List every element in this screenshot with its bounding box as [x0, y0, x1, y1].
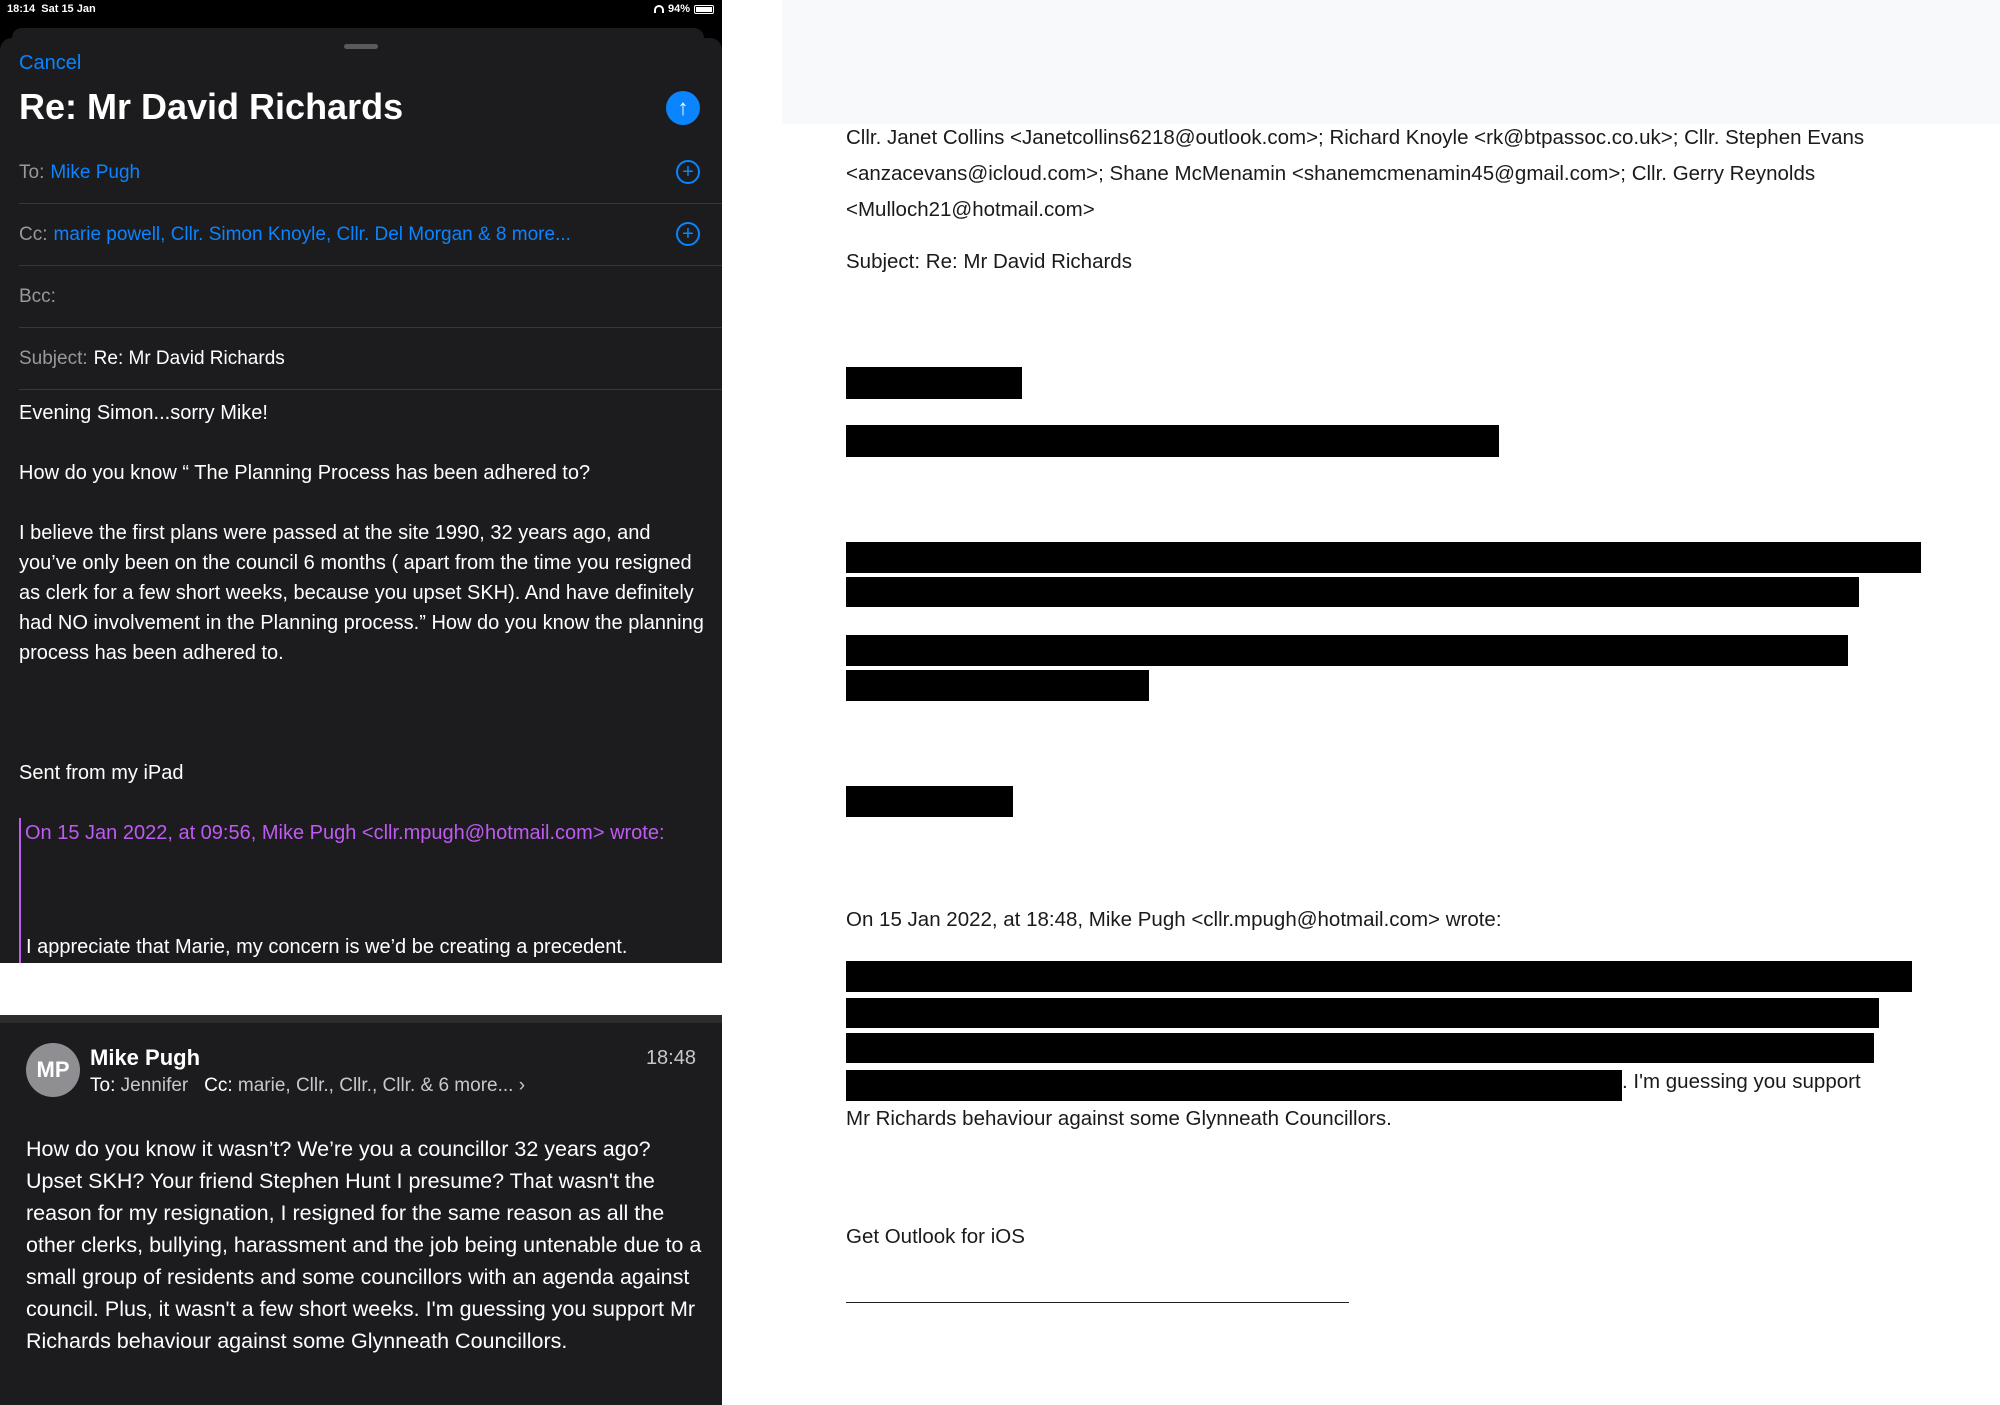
subject-label: Subject:: [19, 347, 88, 369]
quote-header: On 15 Jan 2022, at 09:56, Mike Pugh <cllr.mpugh@hotmail.com> wrote:: [25, 822, 665, 844]
quoted-message: [19, 818, 699, 963]
to-label: To:: [19, 161, 45, 183]
redacted-email-document: [782, 0, 2000, 1405]
battery-percent: 94%: [667, 3, 690, 15]
message-time: 18:48: [645, 1047, 696, 1069]
wifi-icon: [654, 5, 664, 13]
body-paragraph: I believe the first plans were passed at the site 1990, 32 years ago, and you’ve only been on the council 6 months ( apart from the time you resigned as clerk for a few short weeks, because you upset SKH). And have definitely had NO involvement in the Planning process.” How do you know the planning process has been adhered to.: [19, 522, 704, 664]
subject-field[interactable]: [19, 328, 722, 390]
status-time: [7, 3, 96, 15]
to-field[interactable]: [19, 142, 722, 204]
sender-name: Mike Pugh: [90, 1045, 201, 1070]
reply-body: How do you know it wasn’t? We’re you a councillor 32 years ago? Upset SKH? Your friend Stephen Hunt I presume? That wasn't the reason for my resignation, I resigned for the same reason as all the other clerks, bullying, harassment and the job being untenable due to a small group of residents and some councillors with an agenda against council. Plus, it wasn't a few short weeks. I'm guessing you support Mr Richards behaviour against some Glynneath Councillors.: [26, 1137, 702, 1353]
reply-cc-label: Cc:: [204, 1075, 233, 1096]
chevron-right-icon: ›: [518, 1075, 526, 1096]
redaction-block: [846, 425, 1499, 457]
compose-screen: [0, 0, 722, 963]
add-recipient-icon[interactable]: +: [676, 160, 700, 184]
document-recipients: Cllr. Janet Collins <Janetcollins6218@outlook.com>; Richard Knoyle <rk@btpassoc.co.uk>; Cllr. Stephen Evans <anzacevans@icloud.com>; Shane McMenamin <shanemcmenamin45@gmail.com>; Cllr. Gerry Reynolds <Mulloch21@hotmail.com>: [846, 126, 1865, 221]
battery-icon: [694, 5, 714, 14]
body-question: How do you know “ The Planning Process has been adhered to?: [19, 462, 591, 484]
cc-field[interactable]: [19, 204, 722, 266]
redaction-block: [846, 961, 1912, 992]
recipients-summary[interactable]: [90, 1075, 525, 1097]
redaction-block: [846, 635, 1848, 666]
status-bar: [0, 0, 722, 20]
document-subject: Subject: Re: Mr David Richards: [846, 250, 1132, 273]
document-header-band: [782, 0, 2000, 124]
cc-label: Cc:: [19, 223, 48, 245]
subject-input[interactable]: Re: Mr David Richards: [93, 347, 285, 369]
redaction-block: [846, 670, 1149, 701]
document-rule: [846, 1302, 1349, 1303]
add-cc-icon[interactable]: +: [676, 222, 700, 246]
quote-preview: I appreciate that Marie, my concern is we’d be creating a precedent.: [26, 936, 628, 958]
document-quote-header: On 15 Jan 2022, at 18:48, Mike Pugh <cllr.mpugh@hotmail.com> wrote:: [846, 908, 1502, 931]
cancel-button[interactable]: Cancel: [19, 52, 82, 74]
document-tail-fragment: . I'm guessing you support: [1622, 1070, 1861, 1093]
to-recipient[interactable]: Mike Pugh: [50, 161, 141, 183]
reply-to-value: Jennifer: [120, 1075, 189, 1096]
redaction-block: [846, 367, 1022, 399]
cc-recipients[interactable]: marie powell, Cllr. Simon Knoyle, Cllr. Del Morgan & 8 more...: [53, 223, 571, 245]
redaction-block: [846, 1033, 1874, 1063]
redaction-block: [846, 786, 1013, 817]
redaction-block: [846, 577, 1859, 607]
bcc-label: Bcc:: [19, 285, 56, 307]
reply-to-label: To:: [90, 1075, 116, 1096]
reply-divider: [0, 1015, 722, 1023]
compose-title: Re: Mr David Richards: [19, 86, 404, 127]
document-footer: Get Outlook for iOS: [846, 1225, 1025, 1248]
arrow-up-icon: ↑: [677, 95, 689, 120]
redaction-block: [846, 1070, 1622, 1101]
body-signature: Sent from my iPad: [19, 762, 184, 784]
body-greeting: Evening Simon...sorry Mike!: [19, 402, 268, 424]
message-body[interactable]: [19, 398, 709, 788]
sheet-grabber[interactable]: [344, 44, 378, 49]
document-tail-line: Mr Richards behaviour against some Glynneath Councillors.: [846, 1107, 1392, 1130]
status-date: Sat 15 Jan: [41, 3, 96, 15]
avatar: MP: [26, 1043, 80, 1097]
send-button[interactable]: [666, 91, 700, 125]
status-clock: 18:14: [7, 3, 36, 15]
status-indicators: [654, 3, 714, 15]
redaction-block: [846, 998, 1879, 1028]
reply-cc-value: marie, Cllr., Cllr., Cllr. & 6 more...: [237, 1075, 514, 1096]
reply-message: [0, 1015, 722, 1405]
bcc-field[interactable]: [19, 266, 722, 328]
redaction-block: [846, 542, 1921, 573]
